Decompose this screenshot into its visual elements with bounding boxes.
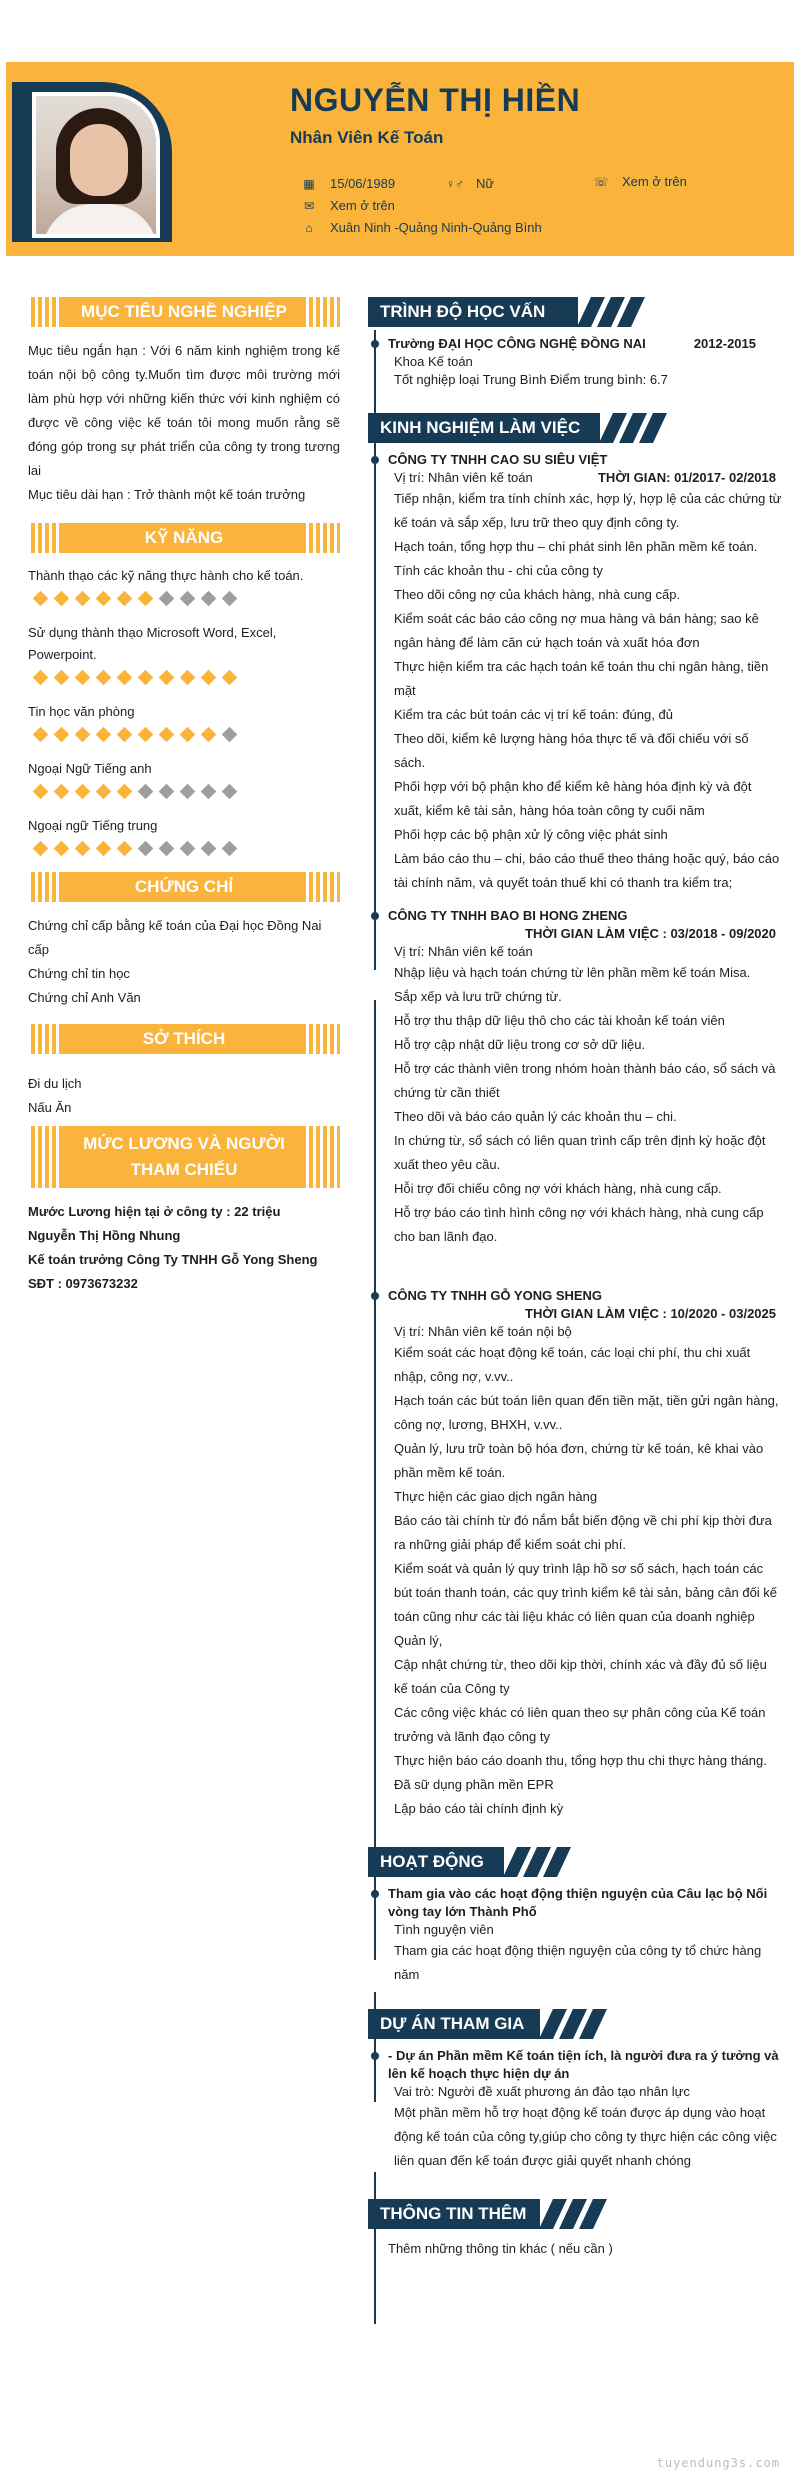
certificate-item: Chứng chỉ tin học: [28, 966, 130, 981]
photo-frame: [12, 82, 172, 242]
birthdate-row: [300, 176, 395, 191]
rating-diamond-icon: [222, 727, 238, 743]
job-duties: [388, 1341, 782, 1821]
duty-item: Thực hiện kiểm tra các hạch toán kế toán thu chi ngân hàng, tiền mặt: [394, 659, 769, 698]
section-salary-header: MỨC LƯƠNG VÀ NGƯỜI THAM CHIẾU: [28, 1126, 340, 1188]
job-entry: [368, 907, 782, 1249]
rating-diamond-icon: [201, 670, 217, 686]
rating-diamond-icon: [222, 670, 238, 686]
rating-diamond-icon: [75, 591, 91, 607]
rating-diamond-icon: [180, 841, 196, 857]
skills-list: [28, 565, 340, 858]
rating-diamond-icon: [117, 670, 133, 686]
section-objective-header: MỤC TIÊU NGHỀ NGHIỆP: [28, 297, 340, 327]
activity-role: Tình nguyện viên: [394, 1922, 494, 1937]
duty-item: Làm báo cáo thu – chi, báo cáo thuế theo tháng hoặc quý, báo cáo tài chính năm, và quyết toán thuế khi có thanh tra kiểm tra;: [394, 851, 780, 890]
rating-diamond-icon: [138, 727, 154, 743]
rating-diamond-icon: [96, 670, 112, 686]
duty-item: Phối hợp với bộ phận kho để kiểm kê hàng hóa định kỳ và đột xuất, kiểm kê tài sản, hàng hóa toàn công ty cuối năm: [394, 779, 752, 818]
rating-diamond-icon: [96, 727, 112, 743]
duty-item: Nhập liệu và hạch toán chứng từ lên phần mềm kế toán Misa.: [394, 965, 751, 980]
duty-item: Hỗ trợ cập nhật dữ liệu trong cơ sở dữ liệu.: [394, 1037, 646, 1052]
duty-item: Thực hiện các giao dịch ngân hàng: [394, 1489, 598, 1504]
gender-row: [446, 176, 494, 191]
duty-item: Các công việc khác có liên quan theo sự phân công của Kế toán trưởng và lãnh đạo công ty: [394, 1705, 766, 1744]
company-name: CÔNG TY TNHH GỖ YONG SHENG: [388, 1288, 603, 1303]
phone-icon: ☏: [593, 174, 609, 189]
rating-diamond-icon: [33, 841, 49, 857]
job-time: THỜI GIAN LÀM VIỆC : 03/2018 - 09/2020: [525, 926, 776, 941]
rating-diamond-icon: [117, 727, 133, 743]
duty-item: Kiểm tra các bút toán các vị trí kế toán: đúng, đủ: [394, 707, 673, 722]
rating-diamond-icon: [75, 784, 91, 800]
phone: Xem ở trên: [622, 174, 687, 189]
rating-diamond-icon: [54, 727, 70, 743]
activity-org: Tham gia vào các hoạt động thiện nguyện của Câu lạc bộ Nối vòng tay lớn Thành Phố: [388, 1886, 768, 1919]
job-title: Nhân Viên Kế Toán: [290, 128, 444, 147]
skill-rating: [32, 839, 340, 858]
project-entry: [368, 2047, 782, 2173]
reference-name: Nguyễn Thị Hồng Nhung: [28, 1228, 181, 1243]
education-years: 2012-2015: [693, 336, 756, 351]
rating-diamond-icon: [201, 784, 217, 800]
rating-diamond-icon: [117, 841, 133, 857]
rating-diamond-icon: [96, 784, 112, 800]
education-entry: [368, 335, 782, 389]
section-other-header: THÔNG TIN THÊM: [368, 2199, 782, 2229]
gender-icon: ♀♂: [446, 176, 464, 191]
duty-item: Hạch toán các bút toán liên quan đến tiền mặt, tiền gửi ngân hàng, công nợ, lương, BHXH, v.vv..: [394, 1393, 779, 1432]
duty-item: Tiếp nhận, kiểm tra tính chính xác, hợp lý, hợp lệ của các chứng từ kế toán và sắp xếp, lưu trữ theo quy định công ty.: [394, 491, 782, 530]
section-skills-header: KỸ NĂNG: [28, 523, 340, 553]
skill-rating: [32, 725, 340, 744]
duty-item: Hỗ trợ các thành viên trong nhóm hoàn thành báo cáo, sổ sách và chứng từ cần thiết: [394, 1061, 776, 1100]
job-position: Vị trí: Nhân viên kế toán nội bộ: [394, 1324, 572, 1339]
duty-item: Theo dõi công nợ của khách hàng, nhà cung cấp.: [394, 587, 681, 602]
rating-diamond-icon: [33, 591, 49, 607]
project-desc: Một phần mềm hỗ trợ hoạt động kế toán được áp dụng vào hoạt động kế toán của công ty,giúp cho công ty thực hiện các công việc liên quan đến kế toán được giải quyết nhanh chóng: [394, 2105, 777, 2168]
job-position: Vị trí: Nhân viên kế toán: [394, 944, 533, 959]
duty-item: Lập báo cáo tài chính định kỳ: [394, 1801, 564, 1816]
rating-diamond-icon: [222, 784, 238, 800]
rating-diamond-icon: [222, 591, 238, 607]
watermark: tuyendung3s.com: [656, 2456, 780, 2470]
rating-diamond-icon: [75, 841, 91, 857]
section-activities-header: HOẠT ĐỘNG: [368, 1847, 782, 1877]
email: Xem ở trên: [330, 198, 395, 213]
company-name: CÔNG TY TNHH CAO SU SIÊU VIỆT: [388, 452, 608, 467]
duty-item: In chứng từ, sổ sách có liên quan trình cấp trên định kỳ hoặc đột xuất theo yêu cầu.: [394, 1133, 766, 1172]
certificate-item: Chứng chỉ cấp bằng kế toán của Đại học Đồng Nai cấp: [28, 918, 322, 957]
rating-diamond-icon: [117, 784, 133, 800]
job-entry: [368, 1287, 782, 1821]
duty-item: Kiểm soát các báo cáo công nợ mua hàng và bán hàng; sao kê ngân hàng để làm căn cứ hạch toán và xuất hóa đơn: [394, 611, 759, 650]
rating-diamond-icon: [180, 670, 196, 686]
rating-diamond-icon: [159, 727, 175, 743]
activity-desc: Tham gia các hoạt động thiện nguyện của công ty tổ chức hàng năm: [394, 1943, 762, 1982]
skill-rating: [32, 668, 340, 687]
rating-diamond-icon: [180, 784, 196, 800]
reference-role: Kế toán trưởng Công Ty TNHH Gỗ Yong Sheng: [28, 1252, 318, 1267]
skill-label: Tin học văn phòng: [28, 704, 135, 719]
school-name: Trường ĐẠI HỌC CÔNG NGHỆ ĐỒNG NAI: [388, 336, 646, 351]
skill-label: Thành thạo các kỹ năng thực hành cho kế toán.: [28, 568, 304, 583]
rating-diamond-icon: [180, 591, 196, 607]
duty-item: Phối hợp các bộ phận xử lý công việc phát sinh: [394, 827, 668, 842]
duty-item: Hỗ trợ thu thập dữ liệu thô cho các tài khoản kế toán viên: [394, 1013, 725, 1028]
rating-diamond-icon: [138, 784, 154, 800]
home-icon: ⌂: [305, 220, 313, 235]
duty-item: Đã sữ dụng phần mền EPR: [394, 1777, 554, 1792]
phone-row: [592, 174, 687, 189]
reference-phone: SĐT : 0973673232: [28, 1276, 138, 1291]
duty-item: Theo dõi và báo cáo quản lý các khoản thu – chi.: [394, 1109, 677, 1124]
duty-item: Báo cáo tài chính từ đó nắm bắt biến động về chi phí kịp thời đưa ra những giải pháp để kiểm soát chi phí.: [394, 1513, 772, 1552]
calendar-icon: ▦: [303, 176, 315, 191]
duty-item: Kiểm soát và quản lý quy trình lập hồ sơ số sách, hạch toán các bút toán thanh toán, các quy trình kiểm kê tài sản, bảng cân đối kế toán cũng như các tài liệu khác có liên quan của doanh nghiệp Quản lý,: [394, 1561, 778, 1648]
certificate-item: Chứng chỉ Anh Văn: [28, 990, 141, 1005]
duty-item: Tính các khoản thu - chi của công ty: [394, 563, 603, 578]
hobby-item: Đi du lịch: [28, 1076, 82, 1091]
cv-header: [6, 62, 794, 256]
rating-diamond-icon: [54, 591, 70, 607]
rating-diamond-icon: [96, 591, 112, 607]
rating-diamond-icon: [159, 841, 175, 857]
rating-diamond-icon: [180, 727, 196, 743]
rating-diamond-icon: [54, 670, 70, 686]
rating-diamond-icon: [117, 591, 133, 607]
section-education-header: TRÌNH ĐỘ HỌC VẤN: [368, 297, 782, 327]
duty-item: Thực hiện báo cáo doanh thu, tổng hợp thu chi thực hàng tháng.: [394, 1753, 767, 1768]
rating-diamond-icon: [138, 670, 154, 686]
candidate-name: NGUYỄN THỊ HIỀN: [290, 82, 581, 118]
job-duties: [388, 961, 782, 1249]
rating-diamond-icon: [75, 670, 91, 686]
duty-item: Hỗi trợ đối chiếu công nợ với khách hàng, nhà cung cấp.: [394, 1181, 722, 1196]
rating-diamond-icon: [201, 841, 217, 857]
address-row: [300, 220, 542, 235]
profile-photo: [32, 92, 160, 238]
activity-entry: [368, 1885, 782, 1987]
rating-diamond-icon: [159, 591, 175, 607]
rating-diamond-icon: [159, 670, 175, 686]
duty-item: Quản lý, lưu trữ toàn bộ hóa đơn, chứng từ kế toán, kê khai vào phần mềm kế toán.: [394, 1441, 764, 1480]
project-name: - Dự án Phần mềm Kế toán tiện ích, là người đưa ra ý tưởng và lên kế hoạch thực hiện dự án: [388, 2048, 779, 2081]
birthdate: 15/06/1989: [330, 176, 396, 191]
section-experience-header: KINH NGHIỆM LÀM VIỆC: [368, 413, 782, 443]
email-row: [300, 198, 395, 213]
objective-short-term: Mục tiêu ngắn hạn : Với 6 năm kinh nghiệm trong kế toán nội bộ công ty.Muốn tìm được môi trường mới làm phù hợp với những kiến thức với kinh nghiệm có được về công việc kế toán tôi mong muốn rằng sẽ đóng góp trong sự phát triển của công ty trong tương lai: [28, 343, 340, 478]
job-time: THỜI GIAN: 01/2017- 02/2018: [597, 470, 776, 485]
rating-diamond-icon: [33, 784, 49, 800]
duty-item: Sắp xếp và lưu trữ chứng từ.: [394, 989, 562, 1004]
address: Xuân Ninh -Quảng Ninh-Quảng Bình: [330, 220, 542, 235]
skill-label: Ngoại Ngữ Tiếng anh: [28, 761, 152, 776]
section-projects-header: DỰ ÁN THAM GIA: [368, 2009, 782, 2039]
duty-item: Kiểm soát các hoạt động kế toán, các loại chi phí, thu chi xuất nhập, công nợ, v.vv..: [394, 1345, 751, 1384]
duty-item: Theo dõi, kiểm kê lượng hàng hóa thực tế và đối chiếu với số sách.: [394, 731, 749, 770]
rating-diamond-icon: [201, 591, 217, 607]
rating-diamond-icon: [54, 784, 70, 800]
right-column: [368, 297, 782, 2261]
left-column: [28, 297, 340, 1296]
job-position: Vị trí: Nhân viên kế toán: [394, 470, 533, 485]
rating-diamond-icon: [201, 727, 217, 743]
skill-rating: [32, 589, 340, 608]
rating-diamond-icon: [96, 841, 112, 857]
email-icon: ✉: [303, 198, 315, 213]
rating-diamond-icon: [75, 727, 91, 743]
objective-long-term: Mục tiêu dài hạn : Trở thành một kế toán trưởng: [28, 487, 306, 502]
faculty: Khoa Kế toán: [394, 354, 473, 369]
rating-diamond-icon: [138, 841, 154, 857]
rating-diamond-icon: [159, 784, 175, 800]
duty-item: Hạch toán, tổng hợp thu – chi phát sinh lên phần mềm kế toán.: [394, 539, 758, 554]
rating-diamond-icon: [138, 591, 154, 607]
skill-label: Ngoại ngữ Tiếng trung: [28, 818, 158, 833]
job-duties: [388, 487, 782, 895]
skill-rating: [32, 782, 340, 801]
other-info: Thêm những thông tin khác ( nếu cần ): [388, 2241, 613, 2256]
duty-item: Hỗ trợ báo cáo tình hình công nợ với khách hàng, nhà cung cấp cho ban lãnh đạo.: [394, 1205, 764, 1244]
company-name: CÔNG TY TNHH BAO BI HONG ZHENG: [388, 908, 628, 923]
rating-diamond-icon: [33, 727, 49, 743]
duty-item: Cập nhật chứng từ, theo dõi kịp thời, chính xác và đầy đủ số liệu kế toán của Công ty: [394, 1657, 767, 1696]
project-role: Vai trò: Người đề xuất phương án đảo tạo nhân lực: [394, 2084, 690, 2099]
hobby-item: Nấu Ăn: [28, 1100, 72, 1115]
job-entry: [368, 451, 782, 895]
job-time: THỜI GIAN LÀM VIỆC : 10/2020 - 03/2025: [525, 1306, 776, 1321]
skill-label: Sử dụng thành thạo Microsoft Word, Excel, Powerpoint.: [28, 625, 277, 662]
section-hobbies-header: SỞ THÍCH: [28, 1024, 340, 1054]
rating-diamond-icon: [54, 841, 70, 857]
gender: Nữ: [476, 176, 495, 191]
education-result: Tốt nghiệp loại Trung Bình Điểm trung bình: 6.7: [394, 372, 668, 387]
current-salary: Mước Lương hiện tại ở công ty : 22 triệu: [28, 1204, 281, 1219]
section-certificates-header: CHỨNG CHỈ: [28, 872, 340, 902]
rating-diamond-icon: [222, 841, 238, 857]
rating-diamond-icon: [33, 670, 49, 686]
